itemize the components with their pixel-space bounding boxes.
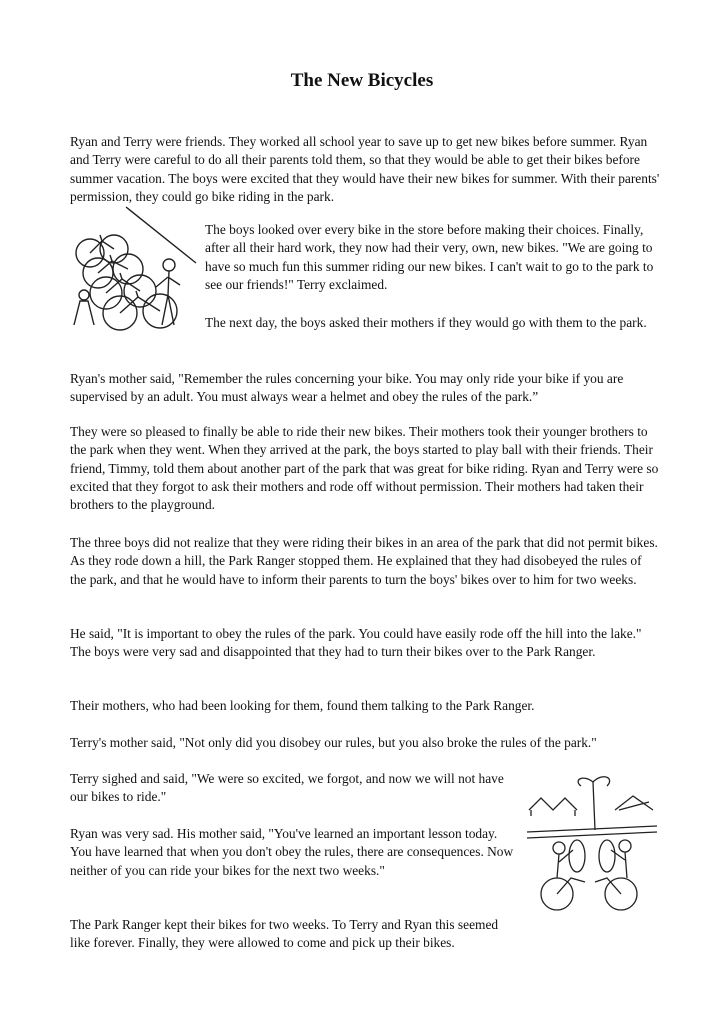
paragraph-10: Terry sighed and said, "We were so excited, we forgot, and now we will not have our bikes to ride." bbox=[70, 771, 504, 805]
paragraph-2: The boys looked over every bike in the store before making their choices. Finally, after all their hard work, they now had their very, own, new bikes. "We are going to have so much fun this summer riding our new bikes. I can't wait to go to the park to see our friends!" Terry exclaimed. bbox=[205, 222, 654, 292]
paragraph-3: The next day, the boys asked their mothers if they would go with them to the park. bbox=[205, 315, 647, 330]
paragraph-9: Terry's mother said, "Not only did you disobey our rules, but you also broke the rules of the park." bbox=[70, 735, 597, 750]
paragraph-8: Their mothers, who had been looking for them, found them talking to the Park Ranger. bbox=[70, 698, 535, 713]
bike-shop-illustration bbox=[68, 205, 198, 335]
paragraph-11: Ryan was very sad. His mother said, "You've learned an important lesson today. You have learned that when you don't obey the rules, there are consequences. Now neither of you can ride your bikes for the next two weeks." bbox=[70, 826, 514, 878]
park-bikes-illustration bbox=[523, 770, 661, 918]
paragraph-5: They were so pleased to finally be able to ride their new bikes. Their mothers took their younger brothers to the park when they went. When they arrived at the park, the boys started to play ball with their friends. Their friend, Timmy, told them about another part of the park that was great for bike riding. Ryan and Terry were so excited that they forgot to ask their mothers and rode off without permission. Their mothers had taken their brothers to the playground. bbox=[70, 424, 659, 513]
paragraph-7: He said, "It is important to obey the rules of the park. You could have easily rode off the hill into the lake." The boys were very sad and disappointed that they had to turn their bikes over to the Park Ranger. bbox=[70, 626, 642, 660]
paragraph-12: The Park Ranger kept their bikes for two weeks. To Terry and Ryan this seemed like forever. Finally, they were allowed to come and pick up their bikes. bbox=[70, 917, 499, 951]
paragraph-1: Ryan and Terry were friends. They worked all school year to save up to get new bikes before summer. Ryan and Terry were careful to do all their parents told them, so that they would be able to get their bikes before summer vacation. The boys were excited that they would have their new bikes for summer. With their parents' permission, they could go bike riding in the park. bbox=[70, 134, 660, 204]
paragraph-4: Ryan's mother said, "Remember the rules concerning your bike. You may only ride your bike if you are supervised by an adult. You must always wear a helmet and obey the rules of the park.” bbox=[70, 371, 624, 405]
page-title: The New Bicycles bbox=[290, 70, 434, 91]
paragraph-6: The three boys did not realize that they were riding their bikes in an area of the park that did not permit bikes. As they rode down a hill, the Park Ranger stopped them. He explained that they had disobeyed the rules of the park, and that he would have to inform their parents to turn the boys' bikes over to him for two weeks. bbox=[70, 535, 658, 587]
